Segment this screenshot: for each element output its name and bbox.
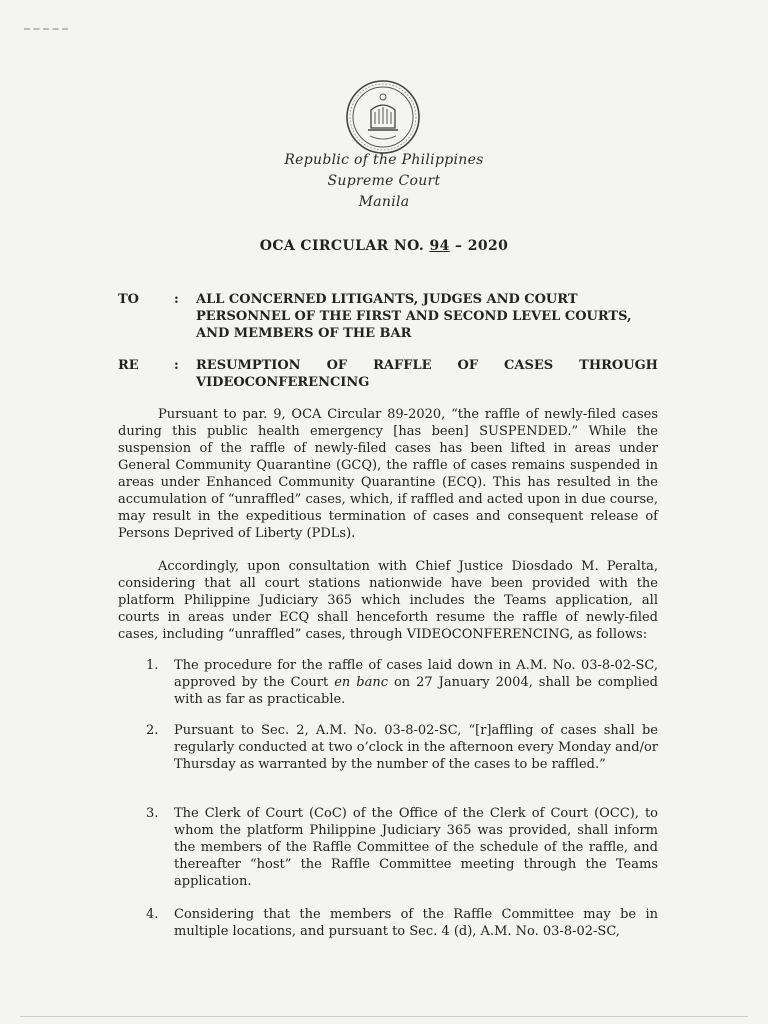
re-colon: : [174,358,179,373]
re-line-2: VIDEOCONFERENCING [196,375,370,390]
paragraph-1: Pursuant to par. 9, OCA Circular 89-2020, “the raffle of newly-filed cases during this public health emergency [has been] SUSPENDED.” While the suspension of the raffle of newly-filed cases has been lifted in areas under General Community Quarantine (GCQ), the raffle of cases remains suspended in areas under Enhanced Community Quarantine (ECQ). This has resulted in the accumulation of “unraffled” cases, which, if raffled and acted upon in due course, may result in the expeditious termination of cases and consequent release of Persons Deprived of Liberty (PDLs). [118,407,658,541]
re-line-1 [196,357,658,374]
re-word: THROUGH [579,358,658,373]
list-item [146,722,658,773]
re-block [118,357,658,391]
list-item-text-part: The procedure for the raffle of cases laid down in A.M. No. 03-8-02-SC, approved by the Court [174,658,658,690]
re-word: RAFFLE [373,358,432,373]
list-item-number: 1. [146,658,159,673]
list-item-number: 3. [146,806,159,821]
circular-year: – 2020 [455,238,509,254]
paragraph-2: Accordingly, upon consultation with Chief Justice Diosdado M. Peralta, considering that all court stations nationwide have been provided with the platform Philippine Judiciary 365 which includes the Teams application, all courts in areas under ECQ shall henceforth resume the raffle of newly-filed cases, including “unraffled” cases, through VIDEOCONFERENCING, as follows: [118,559,658,642]
page-edge-rule [20,1016,748,1017]
to-label: TO [118,292,139,307]
list-item [146,906,658,940]
list-item-text: The Clerk of Court (CoC) of the Office of the Clerk of Court (OCC), to whom the platform Philippine Judiciary 365 was provided, shall inform the members of the Raffle Committee of the schedule of the raffle, and thereafter “host” the Raffle Committee meeting through the Teams application. [174,806,658,889]
re-text [196,357,658,391]
letterhead-city: Manila [358,194,410,210]
list-item-text-part: on 27 January 2004, shall be complied with as far as practicable. [174,675,658,707]
to-block [118,291,658,342]
list-item-text: Pursuant to Sec. 2, A.M. No. 03-8-02-SC, “[r]affling of cases shall be regularly conducted at two o’clock in the afternoon every Monday and/or Thursday as warranted by the number of the cases to be raffled.” [174,723,658,772]
list-item [146,657,658,708]
supreme-court-seal-icon [344,78,422,156]
circular-title [0,238,768,254]
re-word: OF [326,358,348,373]
to-colon: : [174,292,179,307]
letterhead-republic: Republic of the Philippines [284,152,484,168]
list-item-text: Considering that the members of the Raffle Committee may be in multiple locations, and pursuant to Sec. 4 (d), A.M. No. 03-8-02-SC, [174,907,658,939]
re-word: CASES [504,358,554,373]
re-word: OF [457,358,479,373]
re-label: RE [118,358,139,373]
scan-mark [24,28,68,32]
list-item-text [174,657,658,708]
list-item-emphasis: en banc [334,675,388,690]
re-word: RESUMPTION [196,358,301,373]
list-item-number: 4. [146,907,159,922]
list-item-number: 2. [146,723,159,738]
circular-title-prefix: OCA CIRCULAR NO. [259,238,425,254]
letterhead [0,150,768,213]
to-text: ALL CONCERNED LITIGANTS, JUDGES AND COURT PERSONNEL OF THE FIRST AND SECOND LEVEL COURTS, AND MEMBERS OF THE BAR [196,292,632,341]
letterhead-court: Supreme Court [327,173,441,189]
circular-number: 94 [429,238,450,254]
list-item [146,805,658,890]
